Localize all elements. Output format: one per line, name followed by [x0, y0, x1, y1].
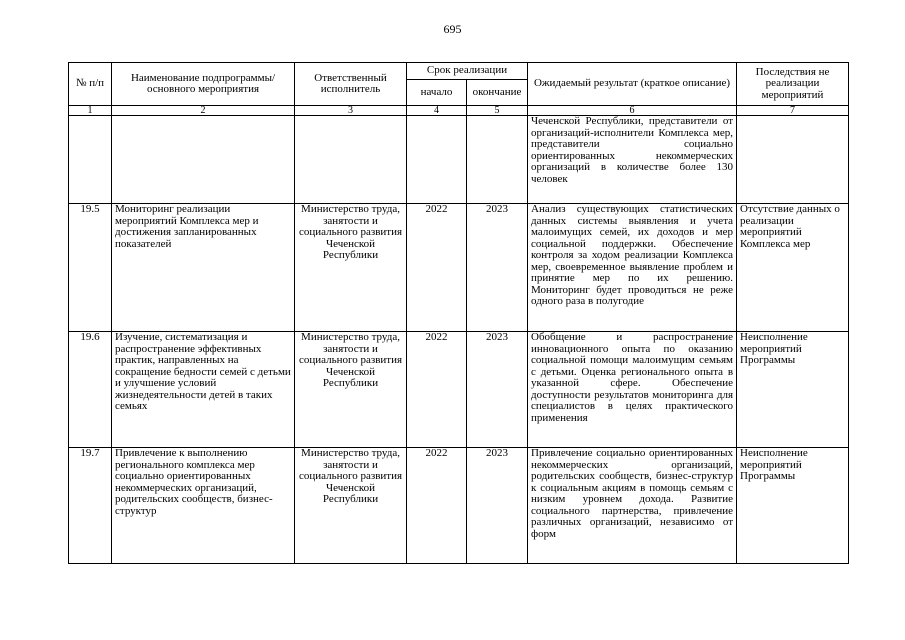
header-consequences: Последствия не реализации мероприятий: [737, 63, 849, 106]
row-responsible: [295, 116, 407, 204]
header-result: Ожидаемый результат (краткое описание): [528, 63, 737, 106]
row-result: Чеченской Республики, представители от организаций-исполнители Комплекса мер, представители социально ориентированных некоммерческих организаций в количестве более 130 человек: [528, 116, 737, 204]
col-number: 1: [69, 106, 112, 116]
row-start: [407, 116, 467, 204]
row-responsible: Министерство труда, занятости и социального развития Чеченской Республики: [295, 332, 407, 448]
row-responsible: Министерство труда, занятости и социального развития Чеченской Республики: [295, 448, 407, 564]
table-row: [69, 332, 849, 448]
row-consequences: Отсутствие данных о реализации мероприятий Комплекса мер: [737, 204, 849, 332]
col-number: 4: [407, 106, 467, 116]
col-number: 5: [467, 106, 528, 116]
table-row: [69, 448, 849, 564]
header-start: начало: [407, 80, 467, 106]
row-end: 2023: [467, 448, 528, 564]
row-start: 2022: [407, 448, 467, 564]
row-responsible: Министерство труда, занятости и социального развития Чеченской Республики: [295, 204, 407, 332]
row-name: Мониторинг реализации мероприятий Комплекса мер и достижения запланированных показателей: [112, 204, 295, 332]
header-period: Срок реализации: [407, 63, 528, 80]
row-num: 19.5: [69, 204, 112, 332]
row-end: [467, 116, 528, 204]
row-name: [112, 116, 295, 204]
row-num: 19.7: [69, 448, 112, 564]
col-number: 3: [295, 106, 407, 116]
row-end: 2023: [467, 204, 528, 332]
row-num: 19.6: [69, 332, 112, 448]
col-number: 6: [528, 106, 737, 116]
col-number: 2: [112, 106, 295, 116]
header-name: Наименование подпрограммы/ основного мероприятия: [112, 63, 295, 106]
row-start: 2022: [407, 332, 467, 448]
header-end: окончание: [467, 80, 528, 106]
row-consequences: [737, 116, 849, 204]
column-number-row: [69, 106, 849, 116]
row-result: Привлечение социально ориентированных некоммерческих организаций, родительских сообществ, бизнес-структур к социальным акциям в помощь семьям с низким уровнем дохода. Развитие социального партнерства, привлечение различных организаций, независимо от форм: [528, 448, 737, 564]
row-consequences: Неисполнение мероприятий Программы: [737, 448, 849, 564]
row-num: [69, 116, 112, 204]
row-end: 2023: [467, 332, 528, 448]
row-name: Привлечение к выполнению регионального комплекса мер социально ориентированных некоммерческих организаций, родительских сообществ, бизнес-структур: [112, 448, 295, 564]
table-row: [69, 116, 849, 204]
col-number: 7: [737, 106, 849, 116]
row-name: Изучение, систематизация и распространение эффективных практик, направленных на сокращение бедности семей с детьми и улучшение условий жизнедеятельности детей в таких семьях: [112, 332, 295, 448]
row-result: Обобщение и распространение инновационного опыта по оказанию социальной помощи малоимущим семьям с детьми. Оценка регионального опыта в указанной сфере. Обеспечение доступности результатов мониторинга для специалистов в целях практического применения: [528, 332, 737, 448]
row-start: 2022: [407, 204, 467, 332]
row-result: Анализ существующих статистических данных системы выявления и учета малоимущих семей, их доходов и мер социальной поддержки. Обеспечение контроля за ходом реализации Комплекса мер, своевременное выявление проблем и принятие мер по их решению. Мониторинг будет проводиться не реже одного раза в полугодие: [528, 204, 737, 332]
table-row: [69, 204, 849, 332]
page-number: 695: [443, 22, 462, 36]
header-responsible: Ответственный исполнитель: [295, 63, 407, 106]
row-consequences: Неисполнение мероприятий Программы: [737, 332, 849, 448]
header-num: № п/п: [69, 63, 112, 106]
program-activities-table: [68, 62, 849, 564]
